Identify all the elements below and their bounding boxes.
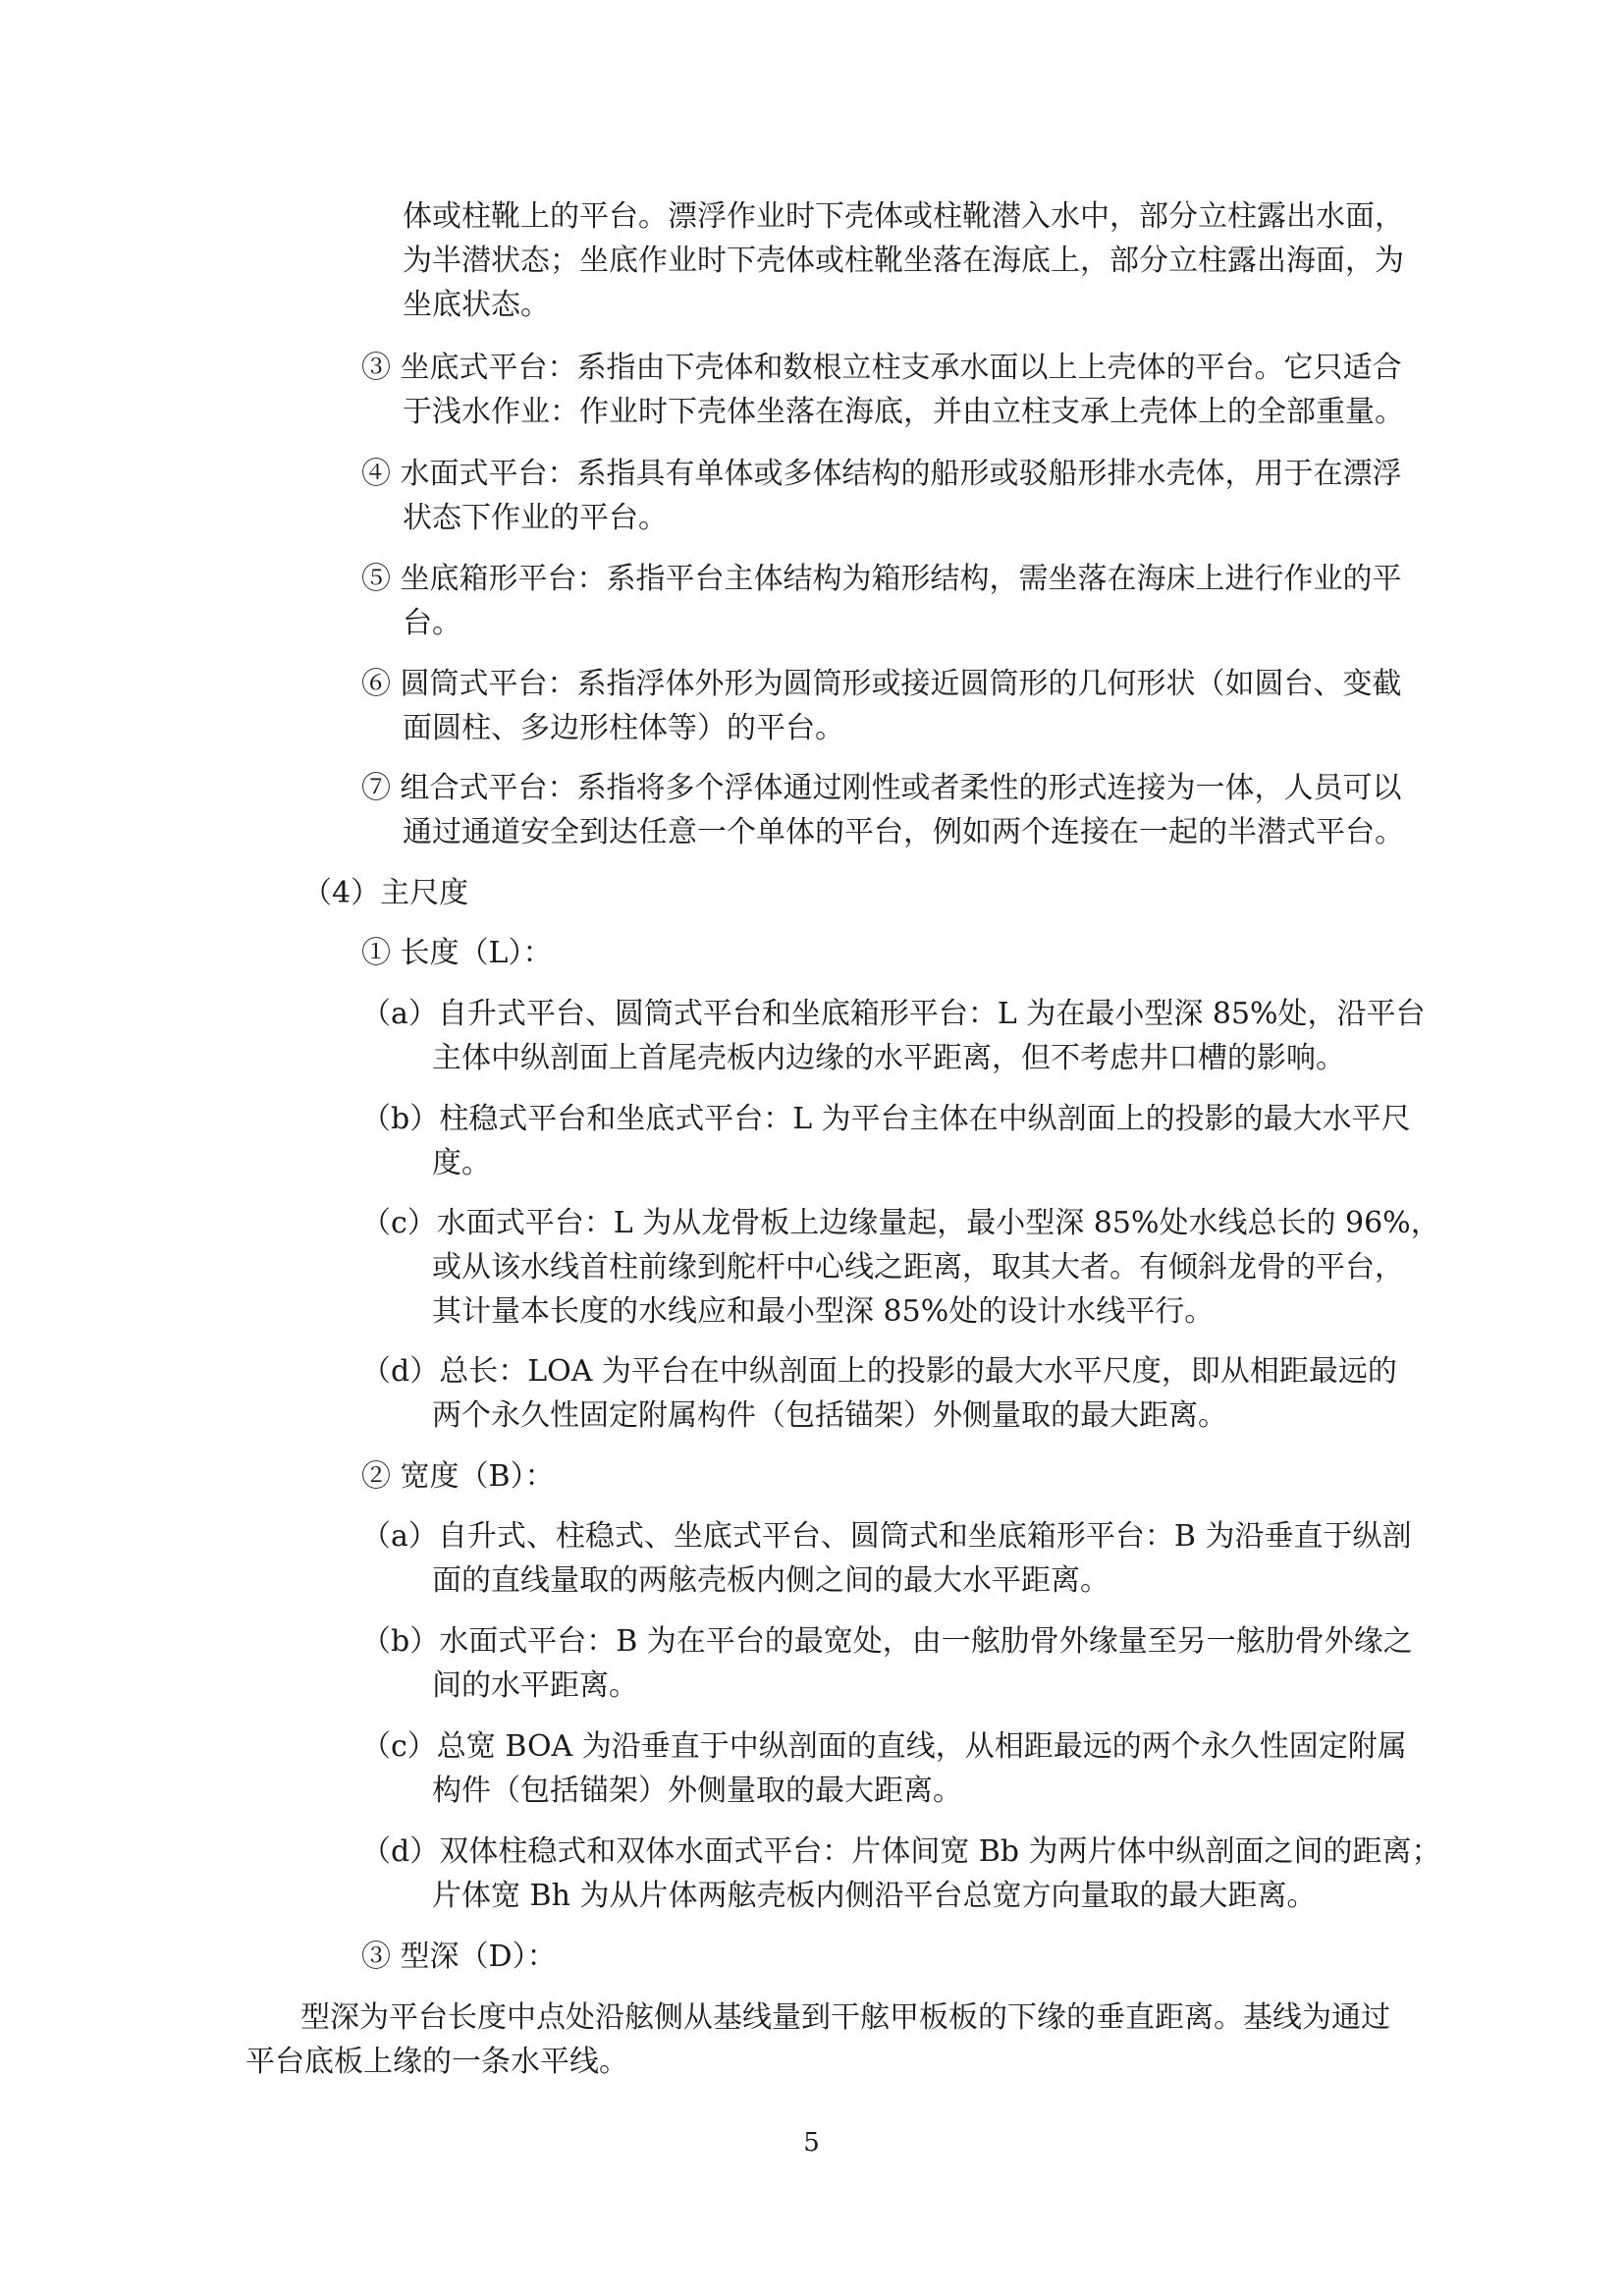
text-line: （a）自升式、柱稳式、坐底式平台、圆筒式和坐底箱形平台：B 为沿垂直于纵剖 [361, 1519, 1412, 1554]
text-line: （c）总宽 BOA 为沿垂直于中纵剖面的直线，从相距最远的两个永久性固定附属 [361, 1729, 1407, 1764]
text-line: 主体中纵剖面上首尾壳板内边缘的水平距离，但不考虑井口槽的影响。 [432, 1041, 1345, 1075]
text-line: （a）自升式平台、圆筒式平台和坐底箱形平台：L 为在最小型深 85%处，沿平台 [361, 997, 1426, 1031]
subsection-heading: ① 长度（L）： [361, 936, 553, 970]
text-line: 通过通道安全到达任意一个单体的平台，例如两个连接在一起的半潜式平台。 [403, 815, 1404, 849]
text-line: ⑤ 坐底箱形平台：系指平台主体结构为箱形结构，需坐落在海床上进行作业的平 [361, 562, 1402, 596]
text-line: ⑦ 组合式平台：系指将多个浮体通过刚性或者柔性的形式连接为一体，人员可以 [361, 771, 1402, 805]
text-line: 面圆柱、多边形柱体等）的平台。 [403, 711, 844, 745]
text-line: （c）水面式平台：L 为从龙骨板上边缘量起，最小型深 85%处水线总长的 96%， [361, 1206, 1440, 1240]
text-line: 或从该水线首柱前缘到舵杆中心线之距离，取其大者。有倾斜龙骨的平台， [432, 1250, 1404, 1285]
page-number: 5 [803, 2128, 820, 2158]
text-line: 面的直线量取的两舷壳板内侧之间的最大水平距离。 [432, 1563, 1109, 1598]
text-line: 平台底板上缘的一条水平线。 [245, 2045, 628, 2079]
text-line: 为半潜状态；坐底作业时下壳体或柱靴坐落在海底上，部分立柱露出海面，为 [403, 244, 1404, 278]
text-line: 台。 [403, 606, 461, 640]
text-line: 型深为平台长度中点处沿舷侧从基线量到干舷甲板板的下缘的垂直距离。基线为通过 [300, 2000, 1390, 2035]
text-line: 构件（包括锚架）外侧量取的最大距离。 [432, 1774, 962, 1808]
text-line: ③ 坐底式平台：系指由下壳体和数根立柱支承水面以上上壳体的平台。它只适合 [361, 351, 1402, 385]
text-line: 片体宽 Bh 为从片体两舷壳板内侧沿平台总宽方向量取的最大距离。 [432, 1879, 1317, 1913]
text-line: ④ 水面式平台：系指具有单体或多体结构的船形或驳船形排水壳体，用于在漂浮 [361, 457, 1402, 491]
text-line: （d）总长：LOA 为平台在中纵剖面上的投影的最大水平尺度，即从相距最远的 [361, 1354, 1397, 1389]
subsection-heading: ③ 型深（D）： [361, 1940, 557, 1974]
text-line: 其计量本长度的水线应和最小型深 85%处的设计水线平行。 [432, 1294, 1215, 1329]
text-line: 度。 [432, 1146, 491, 1180]
text-line: （d）双体柱稳式和双体水面式平台：片体间宽 Bb 为两片体中纵剖面之间的距离； [361, 1834, 1441, 1869]
text-line: 间的水平距离。 [432, 1668, 638, 1703]
text-line: 两个永久性固定附属构件（包括锚架）外侧量取的最大距离。 [432, 1398, 1227, 1433]
text-line: ⑥ 圆筒式平台：系指浮体外形为圆筒形或接近圆筒形的几何形状（如圆台、变截 [361, 667, 1402, 701]
text-line: 坐底状态。 [403, 288, 550, 322]
section-heading: （4）主尺度 [302, 876, 469, 910]
text-line: （b）柱稳式平台和坐底式平台：L 为平台主体在中纵剖面上的投影的最大水平尺 [361, 1102, 1411, 1136]
text-line: 状态下作业的平台。 [403, 501, 668, 535]
subsection-heading: ② 宽度（B）： [361, 1459, 555, 1494]
text-line: 于浅水作业：作业时下壳体坐落在海底，并由立柱支承上壳体上的全部重量。 [403, 395, 1404, 429]
text-line: 体或柱靴上的平台。漂浮作业时下壳体或柱靴潜入水中，部分立柱露出水面， [403, 199, 1404, 234]
text-line: （b）水面式平台：B 为在平台的最宽处，由一舷肋骨外缘量至另一舷肋骨外缘之 [361, 1624, 1413, 1659]
